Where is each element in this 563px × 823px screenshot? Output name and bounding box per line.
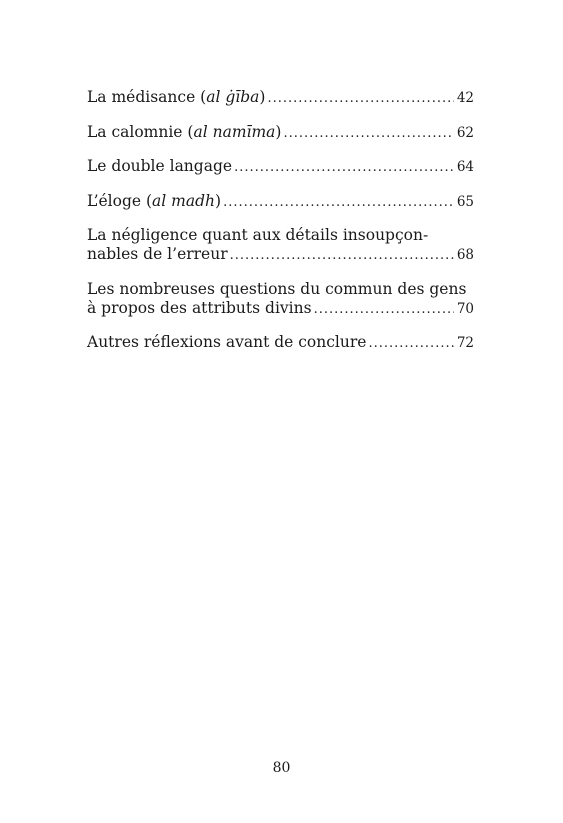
toc-page-number: 68 bbox=[456, 247, 474, 263]
toc-line bbox=[87, 192, 474, 212]
toc-page-number: 70 bbox=[456, 300, 474, 317]
toc-entry-title-line1: La négligence quant aux détails insoupçon- bbox=[87, 226, 429, 244]
toc-line-first bbox=[87, 226, 474, 245]
dot-leader bbox=[267, 88, 453, 108]
toc-entry-title: La calomnie (al namīma) bbox=[87, 122, 282, 141]
toc-entry[interactable] bbox=[87, 192, 474, 212]
toc-entry[interactable] bbox=[87, 226, 474, 265]
toc-entry[interactable] bbox=[87, 123, 474, 143]
dot-leader bbox=[368, 333, 453, 353]
toc-entry[interactable] bbox=[87, 280, 474, 319]
dot-leader bbox=[234, 157, 454, 177]
page-number: 80 bbox=[272, 760, 291, 776]
toc-line bbox=[87, 88, 474, 108]
toc-entry[interactable] bbox=[87, 157, 474, 177]
toc-entry-title: nables de l’erreur bbox=[87, 245, 228, 263]
toc-page-number: 42 bbox=[456, 90, 474, 106]
toc-page-number: 65 bbox=[456, 193, 474, 210]
toc-line bbox=[87, 299, 474, 319]
dot-leader bbox=[283, 123, 453, 143]
toc-entry[interactable] bbox=[87, 333, 474, 353]
toc-line bbox=[87, 333, 474, 353]
toc-line bbox=[87, 123, 474, 143]
toc-entry-title: La médisance (al ġība) bbox=[87, 88, 266, 106]
toc-line bbox=[87, 245, 474, 265]
toc-entry-title: L’éloge (al madh) bbox=[87, 191, 222, 210]
toc-entry-title: à propos des attributs divins bbox=[87, 298, 312, 317]
toc-entry[interactable] bbox=[87, 88, 474, 108]
dot-leader bbox=[314, 299, 454, 319]
toc-entry-title-line1: Les nombreuses questions du commun des gens bbox=[87, 279, 467, 298]
toc-line-first bbox=[87, 280, 474, 299]
toc-line bbox=[87, 157, 474, 177]
toc-entry-title: Le double langage bbox=[87, 157, 233, 175]
dot-leader bbox=[230, 245, 454, 265]
toc-page-number: 64 bbox=[456, 159, 474, 175]
toc-page-number: 62 bbox=[456, 124, 474, 141]
toc-page-number: 72 bbox=[456, 335, 474, 351]
toc-entry-title: Autres réflexions avant de conclure bbox=[87, 333, 367, 351]
table-of-contents bbox=[87, 88, 474, 368]
dot-leader bbox=[223, 192, 454, 212]
